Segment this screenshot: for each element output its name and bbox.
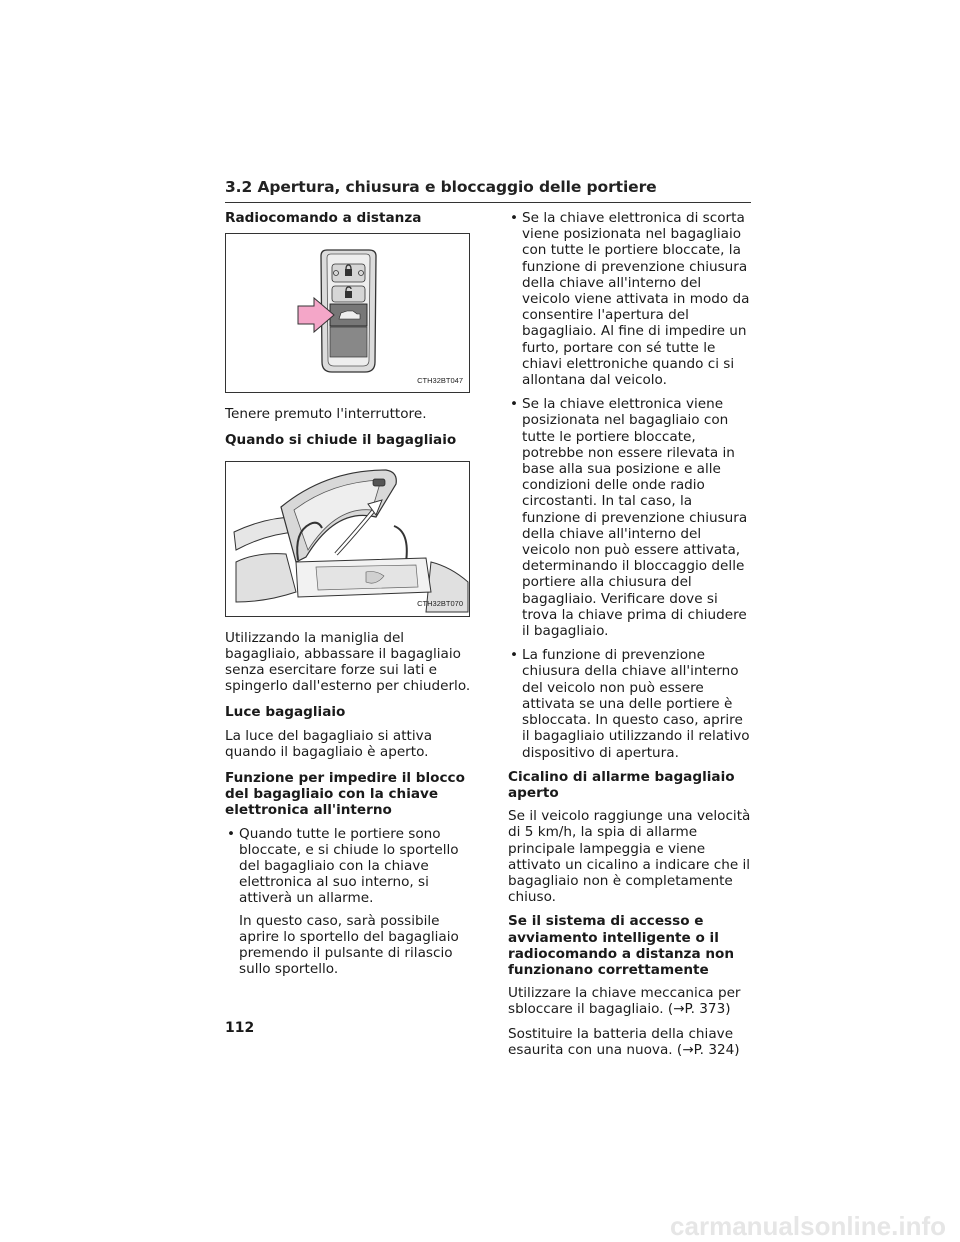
bullet-text: Se la chiave elettronica di scorta viene posizionata nel bagagliaio con tutte le portiere bloccate, la funzione di prevenzione chiusura della chiave all'interno del veicolo viene attivata in modo da consentire l'apertura del bagagliaio. Al fine di impedire un furto, portare con sé tutte le chiavi elettroniche quando ci si allontana dal veicolo.: [522, 210, 750, 389]
bullet-subtext: In questo caso, sarà possibile aprire lo sportello del bagagliaio premendo il pulsante di rilascio sullo sportello.: [239, 912, 459, 978]
list-item: [508, 210, 751, 388]
heading-light: Luce bagagliaio: [225, 704, 346, 721]
heading-close: Quando si chiude il bagagliaio: [225, 432, 457, 449]
heading-buzzer: Cicalino di allarme bagagliaio aperto: [508, 768, 735, 801]
remote-key-illustration: [226, 234, 469, 392]
bullet-dot: •: [510, 210, 519, 226]
right-column: [508, 210, 751, 1066]
section-title: 3.2 Apertura, chiusura e bloccaggio delle portiere: [225, 178, 657, 196]
watermark-logo: [0, 1212, 952, 1242]
text-buzzer: Se il veicolo raggiunge una velocità di 5 km/h, la spia di allarme principale lampeggia e viene attivato un cicalino a indicare che il bagagliaio non è completamente chiuso.: [508, 808, 751, 906]
trunk-illustration: [226, 462, 469, 616]
bullet-text: La funzione di prevenzione chiusura della chiave all'interno del veicolo non può essere attivata se una delle portiere è sbloccata. In questo caso, aprire il bagagliaio utilizzando il relativo dispositivo di apertura.: [522, 647, 750, 761]
figure-code: CTH32BT070: [417, 599, 463, 609]
list-item: [508, 647, 751, 760]
figure-trunk: [225, 461, 470, 617]
figure-remote-key: [225, 233, 470, 393]
watermark-text: carmanualsonline.info: [670, 1212, 946, 1241]
list-item: [508, 396, 751, 639]
list-item: [225, 826, 475, 907]
text-hold: Tenere premuto l'interruttore.: [225, 406, 427, 423]
bullet-text: Quando tutte le portiere sono bloccate, e si chiude lo sportello del bagagliaio con la chiave elettronica al suo interno, si attiverà un allarme.: [239, 825, 459, 907]
bullet-dot: •: [227, 825, 236, 842]
text-light: La luce del bagagliaio si attiva quando il bagagliaio è aperto.: [225, 727, 433, 760]
bullet-text: Se la chiave elettronica viene posizionata nel bagagliaio con tutte le portiere bloccate, potrebbe non essere rilevata in base alla sua posizione e alle condizioni delle onde radio circostanti. In tal caso, la funzione di prevenzione chiusura della chiave all'interno del veicolo non può essere attivata, determinando il bloccaggio delle portiere alla chiusura del bagagliaio. Verificare dove si trova la chiave prima di chiudere il bagagliaio.: [522, 396, 748, 640]
heading-system: Se il sistema di accesso e avviamento intelligente o il radiocomando a distanza non funzionano correttamente: [508, 913, 735, 978]
heading-function: Funzione per impedire il blocco del bagagliaio con la chiave elettronica all'interno: [225, 770, 465, 819]
left-column: [225, 210, 475, 985]
heading-remote: Radiocomando a distanza: [225, 210, 422, 226]
page-number: 112: [225, 1020, 255, 1036]
bullet-dot: •: [510, 396, 519, 413]
bullet-dot: •: [510, 647, 519, 664]
text-mech: Utilizzare la chiave meccanica per sbloccare il bagagliaio. (→P. 373): [508, 985, 741, 1018]
figure-code: CTH32BT047: [417, 376, 463, 385]
text-battery: Sostituire la batteria della chiave esaurita con una nuova. (→P. 324): [508, 1025, 740, 1058]
text-handle: Utilizzando la maniglia del bagagliaio, abbassare il bagagliaio senza esercitare forze sui lati e spingerlo dall'esterno per chiuderlo.: [225, 629, 471, 695]
section-header: [225, 178, 751, 203]
